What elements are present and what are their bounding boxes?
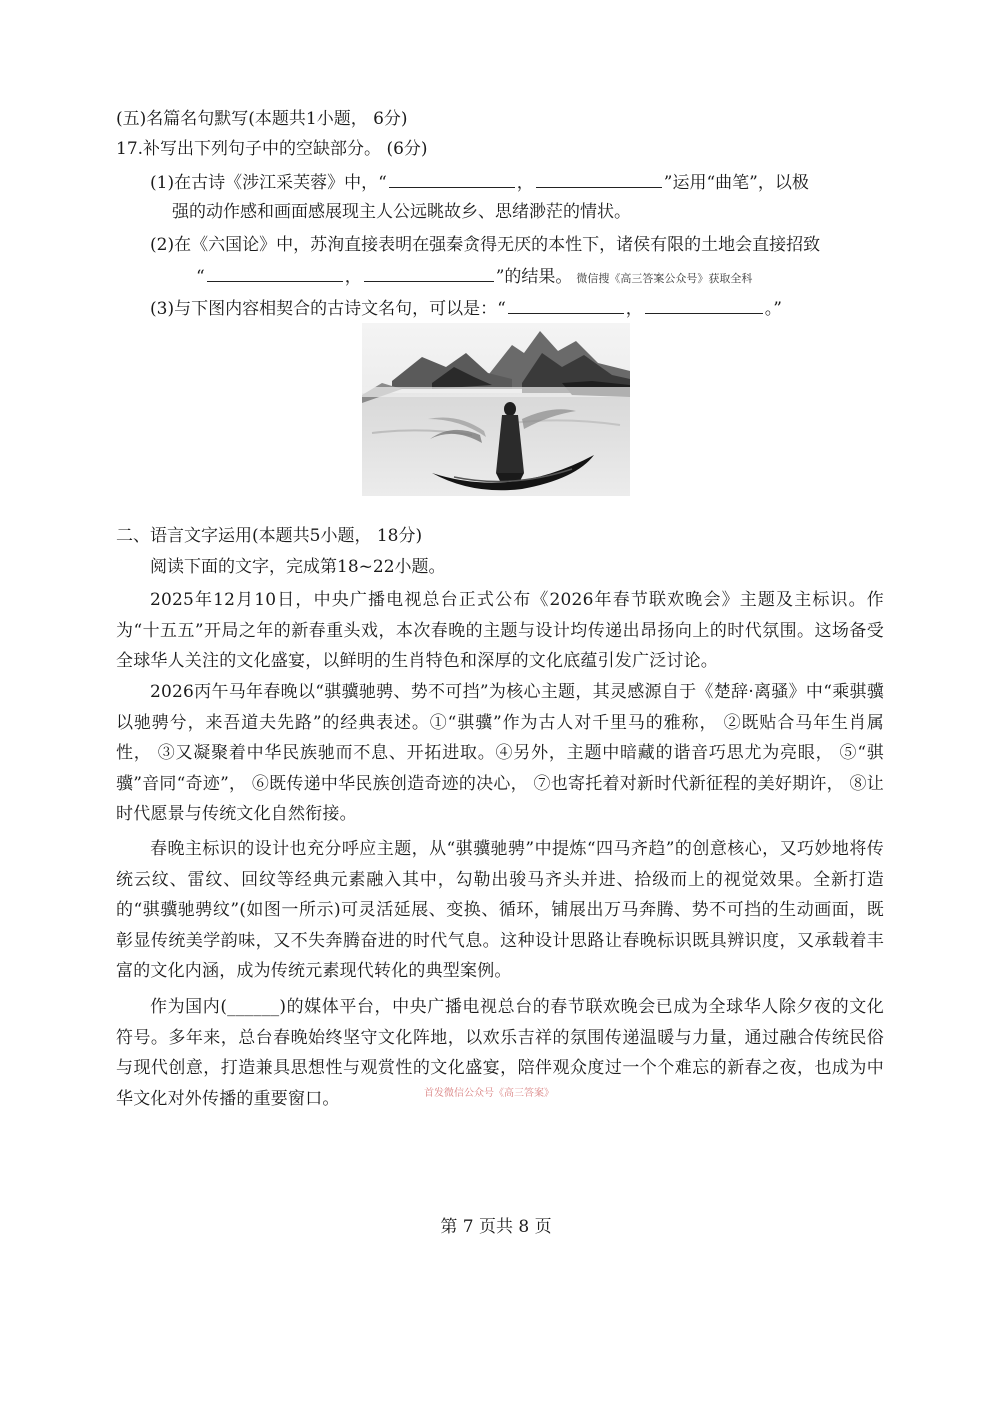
q17-item-3-sep: ，: [625, 299, 643, 319]
section5-heading: (五)名篇名句默写(本题共1小题， 6分): [116, 109, 408, 129]
answer-blank[interactable]: [364, 263, 494, 282]
q17-item-1-continuation: 强的动作感和画面感展现主人公远眺故乡、思绪渺茫的情状。: [172, 202, 631, 222]
q17-item-2-tail: ”的结果。: [495, 267, 573, 287]
answer-blank[interactable]: [645, 295, 763, 314]
q17-item-1-tail: ”运用“曲笔”，以极: [663, 173, 809, 193]
q17-item-2-lead: “: [196, 267, 205, 287]
passage-paragraph-1: 2025年12月10日，中央广播电视总台正式公布《2026年春节联欢晚会》主题及主标识。作为“十五五”开局之年的新春重头戏，本次春晚的主题与设计均传递出昂扬向上的时代氛围。这场备受全球华人关注的文化盛宴，以鲜明的生肖特色和深厚的文化底蕴引发广泛讨论。: [116, 590, 884, 671]
q17-item-3-lead: (3)与下图内容相契合的古诗文名句，可以是：“: [150, 299, 506, 319]
reading-instruction: 阅读下面的文字，完成第18~22小题。: [150, 557, 446, 577]
q17-item-1-sep: ，: [516, 173, 534, 193]
section2-heading: 二、语言文字运用(本题共5小题， 18分): [116, 526, 423, 546]
page-footer: 第 7 页共 8 页: [440, 1217, 552, 1237]
question-17-stem: 17.补写出下列句子中的空缺部分。 (6分): [116, 139, 428, 159]
q17-item-2-line1: (2)在《六国论》中，苏洵直接表明在强秦贪得无厌的本性下，诸侯有限的土地会直接招致: [150, 235, 821, 255]
wechat-note: 微信搜《高三答案公众号》获取全科: [576, 272, 753, 285]
q17-item-1: [150, 169, 809, 195]
passage-paragraph-4: 作为国内(______)的媒体平台，中央广播电视总台的春节联欢晚会已成为全球华人除夕夜的文化符号。多年来，总台春晚始终坚守文化阵地，以欢乐吉祥的氛围传递温暖与力量，通过融合传统民俗与现代创意，打造兼具思想性与观赏性的文化盛宴，陪伴观众度过一个个难忘的新春之夜，也成为中华文化对外传播的重要窗口。: [116, 997, 884, 1109]
q17-item-2-sep: ，: [344, 267, 362, 287]
passage-paragraph-2: 2026丙午马年春晚以“骐骥驰骋、势不可挡”为核心主题，其灵感源自于《楚辞·离骚》中“乘骐骥以驰骋兮，来吾道夫先路”的经典表述。①“骐骥”作为古人对千里马的雅称， ②既贴合马年生肖属性， ③又凝聚着中华民族驰而不息、开拓进取。④另外，主题中暗藏的谐音巧思尤为亮眼， ⑤“骐骥”音同“奇迹”， ⑥既传递中华民族创造奇迹的决心， ⑦也寄托着对新时代新征程的美好期许， ⑧让时代愿景与传统文化自然衔接。: [116, 682, 884, 824]
q17-item-2-line2: [196, 263, 752, 291]
answer-blank[interactable]: [536, 169, 662, 188]
q17-item-3-tail: 。”: [764, 299, 782, 319]
answer-blank[interactable]: [508, 295, 624, 314]
answer-blank[interactable]: [389, 169, 515, 188]
q17-item-3: [150, 295, 782, 321]
watermark: 首发微信公众号《高三答案》: [424, 1088, 554, 1099]
ink-painting-figure: [362, 323, 630, 496]
passage-paragraph-3: 春晚主标识的设计也充分呼应主题，从“骐骥驰骋”中提炼“四马齐趋”的创意核心，又巧妙地将传统云纹、雷纹、回纹等经典元素融入其中，勾勒出骏马齐头并进、拾级而上的视觉效果。全新打造的“骐骥驰骋纹”(如图一所示)可灵活延展、变换、循环，铺展出万马奔腾、势不可挡的生动画面，既彰显传统美学韵味，又不失奔腾奋进的时代气息。这种设计思路让春晚标识既具辨识度，又承载着丰富的文化内涵，成为传统元素现代转化的典型案例。: [116, 839, 884, 981]
answer-blank[interactable]: [207, 263, 343, 282]
q17-item-1-lead: (1)在古诗《涉江采芙蓉》中，“: [150, 173, 387, 193]
ink-painting-illustration: [362, 323, 630, 496]
